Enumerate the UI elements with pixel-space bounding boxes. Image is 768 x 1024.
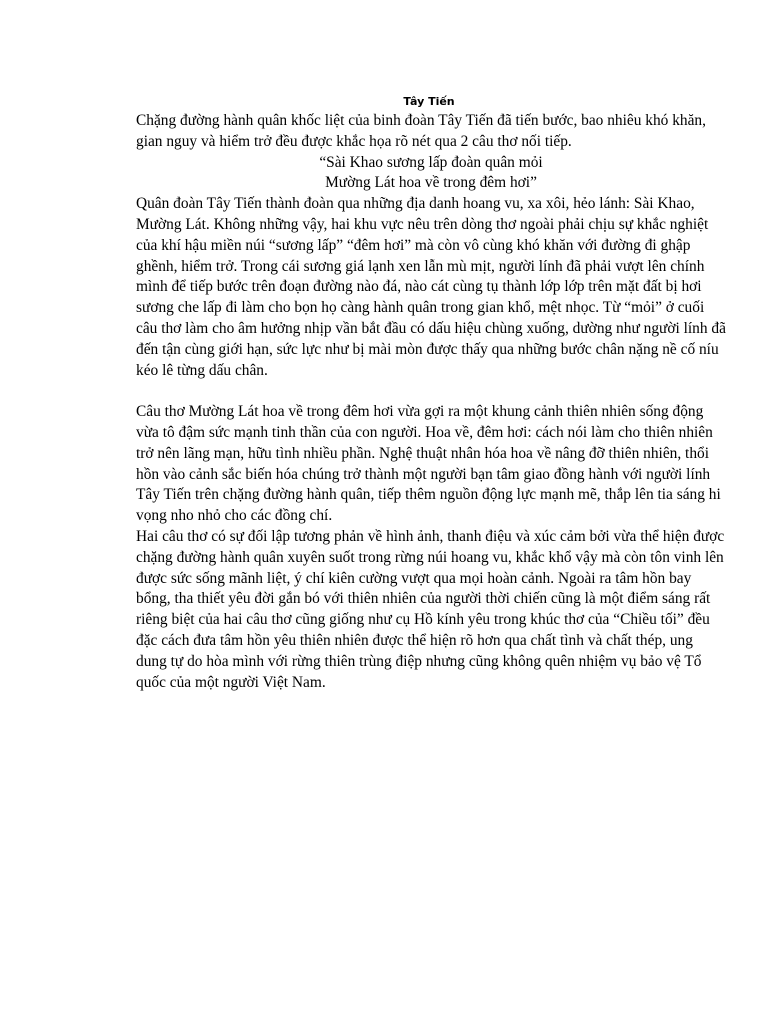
verse-line-2: Mường Lát hoa về trong đêm hơi” [325,174,537,192]
document-body [136,111,726,693]
analysis-paragraph-2: Câu thơ Mường Lát hoa về trong đêm hơi vừa gợi ra một khung cảnh thiên nhiên sống động vừa tô đậm sức mạnh tinh thần của con người. Hoa về, đêm hơi: cách nói làm cho thiên nhiên trở nên lãng mạn, hữu tình nhiều phần. Nghệ thuật nhân hóa hoa về nâng đỡ thiên nhiên, thổi hồn vào cảnh sắc biến hóa chúng trở thành một người bạn tâm giao đồng hành với người lính Tây Tiến trên chặng đường hành quân, tiếp thêm nguồn động lực mạnh mẽ, thắp lên tia sáng hi vọng nho nhỏ cho các đồng chí. [136,403,721,525]
analysis-paragraph-1: Quân đoàn Tây Tiến thành đoàn qua những địa danh hoang vu, xa xôi, hẻo lánh: Sài Khao, Mường Lát. Không những vậy, hai khu vực nêu trên dòng thơ ngoài phải chịu sự khắc nghiệt của khí hậu miền núi “sương lấp” “đêm hơi” mà còn vô cùng khó khăn với đường đi ghập ghềnh, hiểm trở. Trong cái sương giá lạnh xen lẫn mù mịt, người lính đã phải vượt lên chính mình để tiếp bước trên đoạn đường nào đá, nào cát cùng tụ thành lớp lớp trên mặt đất bị hơi sương che lấp đi làm cho bọn họ càng hành quân trong gian khổ, mệt nhọc. Từ “mỏi” ở cuối câu thơ làm cho âm hưởng nhịp vần bắt đầu có dấu hiệu chùng xuống, dường như người lính đã đến tận cùng giới hạn, sức lực như bị mài mòn được thấy qua những bước chân nặng nề cố níu kéo lê từng dấu chân. [136,195,726,379]
intro-paragraph: Chặng đường hành quân khốc liệt của binh đoàn Tây Tiến đã tiến bước, bao nhiêu khó khăn, gian nguy và hiểm trở đều được khắc họa rõ nét qua 2 câu thơ nối tiếp. [136,112,706,150]
verse-line-1: “Sài Khao sương lấp đoàn quân mỏi [319,153,543,171]
analysis-paragraph-3: Hai câu thơ có sự đối lập tương phản về hình ảnh, thanh điệu và xúc cảm bởi vừa thể hiện được chặng đường hành quân xuyên suốt trong rừng núi hoang vu, khắc khổ vậy mà còn tôn vinh lên được sức sống mãnh liệt, ý chí kiên cường vượt qua mọi hoàn cảnh. Ngoài ra tâm hồn bay bổng, tha thiết yêu đời gắn bó với thiên nhiên của người thời chiến cũng là một điểm sáng rất riêng biệt của hai câu thơ cũng giống như cụ Hồ kính yêu trong khúc thơ của “Chiều tối” đều đặc cách đưa tâm hồn yêu thiên nhiên được thể hiện rõ hơn qua chất tình và chất thép, ung dung tự do hòa mình với rừng thiên trùng điệp nhưng cũng không quên nhiệm vụ bảo vệ Tổ quốc của một người Việt Nam. [136,527,725,691]
paragraph-spacer [136,381,726,402]
document-title: Tây Tiến [403,95,455,108]
